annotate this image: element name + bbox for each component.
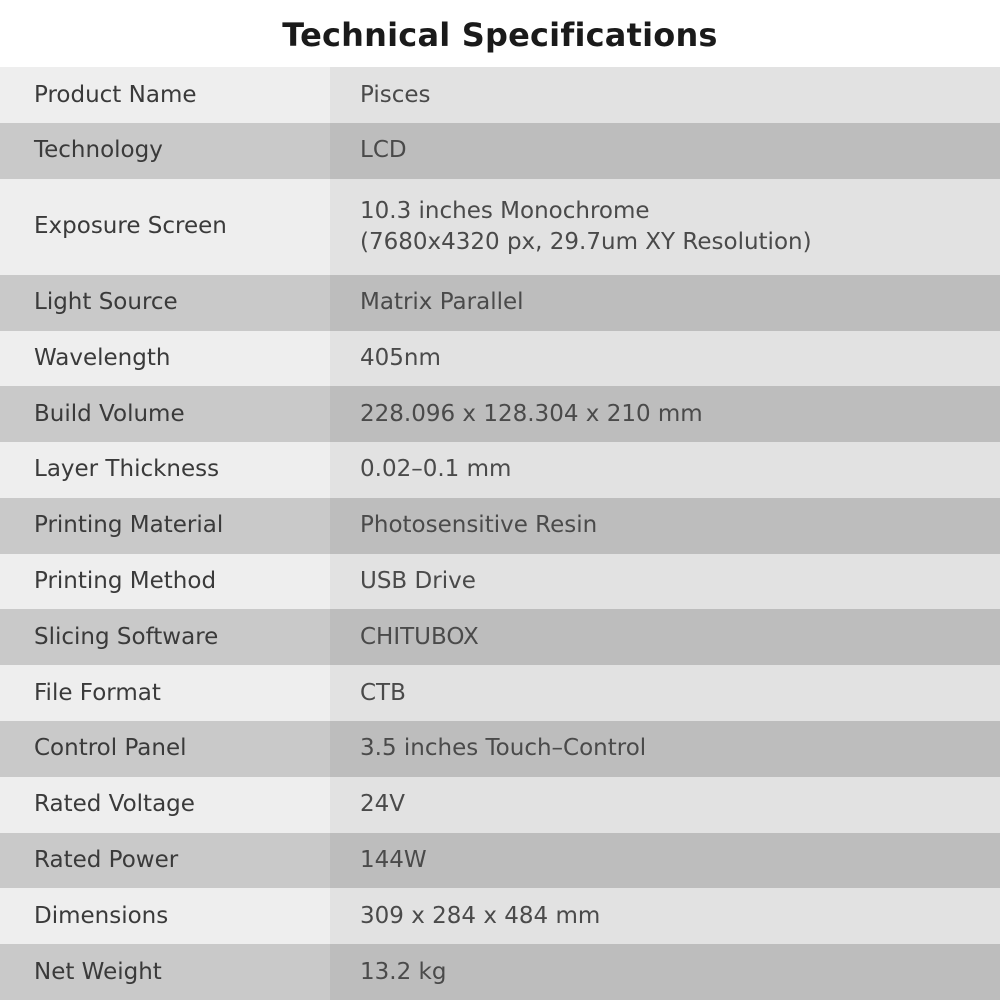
spec-value: 144W <box>330 833 1000 889</box>
spec-value: 309 x 284 x 484 mm <box>330 888 1000 944</box>
table-row <box>0 498 1000 554</box>
table-body <box>0 67 1000 1000</box>
spec-value: Photosensitive Resin <box>330 498 1000 554</box>
table-row <box>0 944 1000 1000</box>
spec-value-line1: 10.3 inches Monochrome <box>360 197 650 224</box>
spec-label: Light Source <box>0 275 330 331</box>
spec-value <box>330 179 1000 275</box>
spec-label: Printing Material <box>0 498 330 554</box>
table-row <box>0 179 1000 275</box>
table-row <box>0 609 1000 665</box>
table-row <box>0 888 1000 944</box>
spec-value: 228.096 x 128.304 x 210 mm <box>330 386 1000 442</box>
spec-value: USB Drive <box>330 554 1000 610</box>
table-row <box>0 123 1000 179</box>
table-row <box>0 833 1000 889</box>
spec-value: CTB <box>330 665 1000 721</box>
spec-label: Rated Voltage <box>0 777 330 833</box>
spec-value-line2: (7680x4320 px, 29.7um XY Resolution) <box>360 228 812 255</box>
table-row <box>0 721 1000 777</box>
page-title: Technical Specifications <box>282 16 718 54</box>
table-row <box>0 665 1000 721</box>
table-row <box>0 67 1000 123</box>
table-row <box>0 777 1000 833</box>
spec-label: Technology <box>0 123 330 179</box>
spec-value: Matrix Parallel <box>330 275 1000 331</box>
spec-label: File Format <box>0 665 330 721</box>
spec-label: Build Volume <box>0 386 330 442</box>
spec-label: Rated Power <box>0 833 330 889</box>
spec-value: 3.5 inches Touch–Control <box>330 721 1000 777</box>
spec-value: 405nm <box>330 331 1000 387</box>
spec-value: 13.2 kg <box>330 944 1000 1000</box>
spec-label: Control Panel <box>0 721 330 777</box>
table-row <box>0 442 1000 498</box>
spec-value: 0.02–0.1 mm <box>330 442 1000 498</box>
spec-value: CHITUBOX <box>330 609 1000 665</box>
spec-label: Exposure Screen <box>0 179 330 275</box>
spec-label: Product Name <box>0 67 330 123</box>
table-row <box>0 386 1000 442</box>
technical-specifications-table <box>0 67 1000 1000</box>
spec-value: LCD <box>330 123 1000 179</box>
table-row <box>0 554 1000 610</box>
table-row <box>0 331 1000 387</box>
spec-label: Dimensions <box>0 888 330 944</box>
table-row <box>0 275 1000 331</box>
spec-label: Slicing Software <box>0 609 330 665</box>
spec-label: Net Weight <box>0 944 330 1000</box>
spec-label: Layer Thickness <box>0 442 330 498</box>
spec-label: Wavelength <box>0 331 330 387</box>
spec-value: 24V <box>330 777 1000 833</box>
spec-label: Printing Method <box>0 554 330 610</box>
spec-value: Pisces <box>330 67 1000 123</box>
